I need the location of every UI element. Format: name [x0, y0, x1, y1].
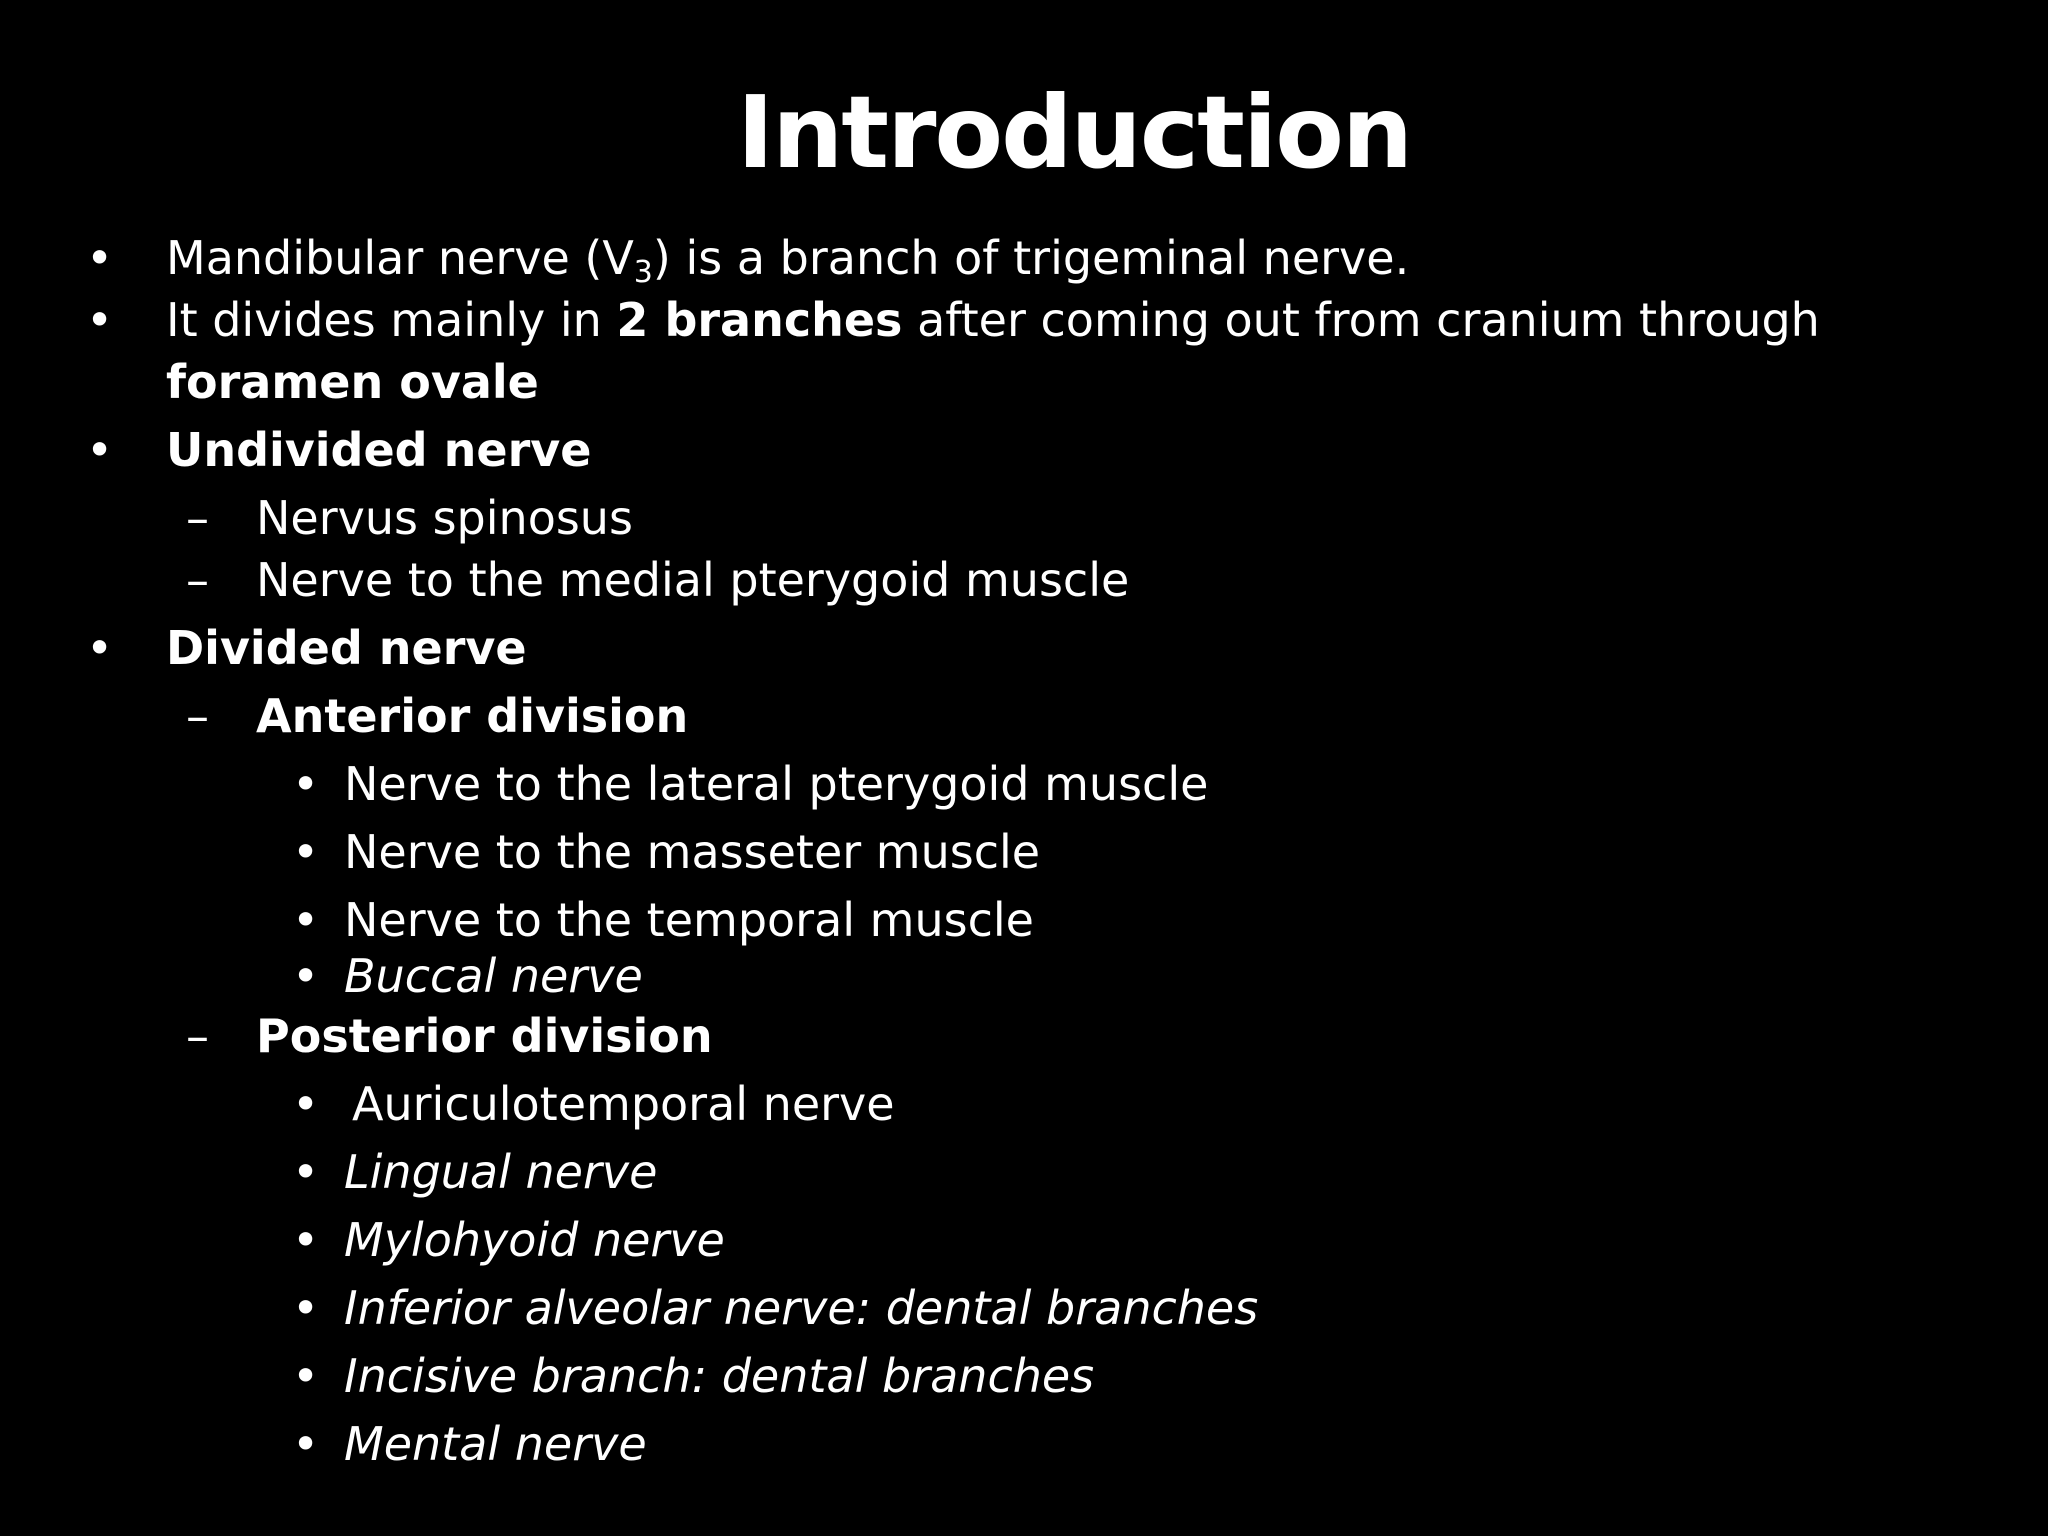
bullet-marker: • — [86, 231, 114, 285]
bullet-marker: • — [292, 757, 320, 811]
subscript-3: 3 — [633, 255, 653, 290]
dash-marker: – — [186, 553, 209, 607]
item-lateral-pterygoid: Nerve to the lateral pterygoid muscle — [344, 757, 1209, 811]
item-nervus-spinosus: Nervus spinosus — [256, 491, 633, 545]
bullet-marker: • — [292, 1349, 320, 1403]
item-buccal-nerve: Buccal nerve — [344, 949, 643, 1003]
bullet-marker: • — [292, 825, 320, 879]
dash-marker: – — [186, 1009, 209, 1063]
item-lingual-nerve: Lingual nerve — [344, 1145, 658, 1199]
text-bold-2-branches: 2 branches — [616, 293, 903, 347]
slide-title: Introduction — [736, 74, 1412, 191]
text-pre: It divides mainly in — [166, 293, 617, 347]
item-mental-nerve: Mental nerve — [344, 1417, 647, 1471]
bullet-marker: • — [292, 949, 320, 1003]
bullet-divides-continuation: foramen ovale — [166, 355, 539, 409]
text-pre: Mandibular nerve (V — [166, 231, 634, 285]
bullet-marker: • — [86, 293, 114, 347]
bullet-marker: • — [292, 1281, 320, 1335]
item-inferior-alveolar: Inferior alveolar nerve: dental branches — [344, 1281, 1259, 1335]
bullet-marker: • — [292, 1417, 320, 1471]
dash-marker: – — [186, 689, 209, 743]
bullet-marker: • — [86, 621, 114, 675]
bullet-undivided-nerve: Undivided nerve — [166, 423, 592, 477]
item-medial-pterygoid: Nerve to the medial pterygoid muscle — [256, 553, 1130, 607]
item-incisive-branch: Incisive branch: dental branches — [344, 1349, 1095, 1403]
bullet-marker: • — [292, 1145, 320, 1199]
text-post: after coming out from cranium through — [902, 293, 1820, 347]
dash-marker: – — [186, 491, 209, 545]
bullet-marker: • — [86, 423, 114, 477]
text-post: ) is a branch of trigeminal nerve. — [652, 231, 1410, 285]
bullet-marker: • — [292, 893, 320, 947]
bullet-divided-nerve: Divided nerve — [166, 621, 527, 675]
item-posterior-division: Posterior division — [256, 1009, 713, 1063]
bullet-divides — [166, 290, 1820, 350]
item-masseter: Nerve to the masseter muscle — [344, 825, 1041, 879]
item-anterior-division: Anterior division — [256, 689, 689, 743]
bullet-marker: • — [292, 1213, 320, 1267]
item-mylohyoid-nerve: Mylohyoid nerve — [344, 1213, 725, 1267]
item-temporal: Nerve to the temporal muscle — [344, 893, 1034, 947]
item-auriculotemporal: Auriculotemporal nerve — [352, 1077, 895, 1131]
bullet-marker: • — [292, 1077, 320, 1131]
bullet-mandibular-nerve — [166, 228, 1409, 288]
